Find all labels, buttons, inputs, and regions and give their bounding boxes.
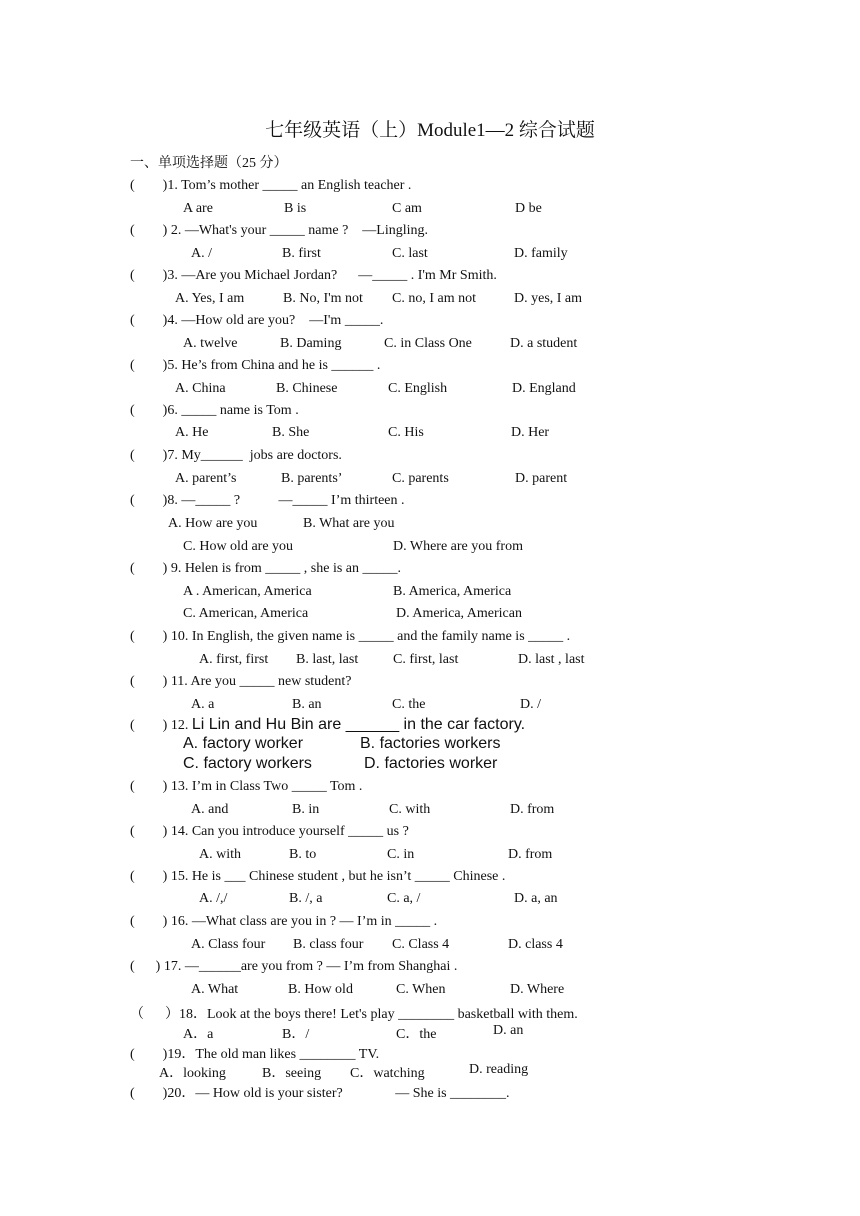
option-b: B. an (292, 697, 322, 712)
option-b: B. Daming (280, 336, 342, 351)
question-18: （ ）18．Look at the boys there! Let's play ________ basketball with them. (130, 1007, 578, 1022)
page-title: 七年级英语（上）Module1—2 综合试题 (265, 120, 595, 141)
option-c: C. a, / (387, 891, 421, 906)
option-d: D. an (493, 1023, 524, 1038)
option-a: A. /,/ (199, 891, 228, 906)
question-8: ( )8. —_____ ? —_____ I’m thirteen . (130, 493, 405, 508)
question-12-number: ( ) 12. (130, 718, 189, 733)
question-14: ( ) 14. Can you introduce yourself _____ us ? (130, 824, 409, 839)
question-9: ( ) 9. Helen is from _____ , she is an _____. (130, 561, 402, 576)
option-a: A. He (175, 425, 209, 440)
option-d: D be (515, 201, 542, 216)
question-4: ( )4. —How old are you? —I'm _____. (130, 313, 384, 328)
option-b: B. parents’ (281, 471, 343, 486)
option-b: B. America, America (393, 584, 512, 599)
section-heading: 一、单项选择题（25 分） (130, 156, 288, 171)
option-a: A．a (183, 1027, 214, 1042)
option-a: A．looking (159, 1066, 226, 1081)
option-c: C am (392, 201, 422, 216)
option-a: A. first, first (199, 652, 269, 667)
question-17: ( ) 17. —______are you from ? — I’m from Shanghai . (130, 959, 458, 974)
option-c: C. factory workers (183, 755, 312, 772)
option-d: D. / (520, 697, 541, 712)
option-c: C. parents (392, 471, 449, 486)
option-c: C. How old are you (183, 539, 294, 554)
option-b: B. in (292, 802, 320, 817)
option-c: C. in (387, 847, 415, 862)
question-19: ( )19．The old man likes ________ TV. (130, 1047, 380, 1062)
question-2: ( ) 2. —What's your _____ name ? —Lingling. (130, 223, 429, 238)
option-d: D. a student (510, 336, 578, 351)
option-a: A. with (199, 847, 241, 862)
option-a: A. How are you (168, 516, 258, 531)
question-5: ( )5. He’s from China and he is ______ . (130, 358, 381, 373)
option-c: C. English (388, 381, 448, 396)
option-d: D. a, an (514, 891, 558, 906)
option-c: C. American, America (183, 606, 309, 621)
option-c: C. the (392, 697, 426, 712)
option-c: C. Class 4 (392, 937, 450, 952)
option-b: B. What are you (303, 516, 395, 531)
option-d: D. family (514, 246, 568, 261)
question-11: ( ) 11. Are you _____ new student? (130, 674, 352, 689)
question-12-text: Li Lin and Hu Bin are ______ in the car factory. (191, 716, 526, 733)
option-c: C．watching (350, 1066, 425, 1081)
option-c: C. When (396, 982, 446, 997)
option-b: B. How old (288, 982, 353, 997)
option-c: C. last (392, 246, 428, 261)
option-d: D. yes, I am (514, 291, 583, 306)
option-c: C. in Class One (384, 336, 472, 351)
option-c: C．the (396, 1027, 437, 1042)
question-15: ( ) 15. He is ___ Chinese student , but he isn’t _____ Chinese . (130, 869, 506, 884)
option-d: D. from (508, 847, 553, 862)
question-12 (130, 716, 525, 734)
option-b: B．seeing (262, 1066, 322, 1081)
option-a: A. China (175, 381, 226, 396)
option-b: B is (284, 201, 307, 216)
option-b: B. /, a (289, 891, 323, 906)
option-b: B. Chinese (276, 381, 338, 396)
option-d: D. Where are you from (393, 539, 523, 554)
option-a: A. and (191, 802, 229, 817)
option-a: A. / (191, 246, 212, 261)
option-d: D. Her (511, 425, 550, 440)
option-d: D. class 4 (508, 937, 563, 952)
option-d: D. reading (469, 1062, 529, 1077)
option-b: B. to (289, 847, 317, 862)
option-b: B. No, I'm not (283, 291, 363, 306)
option-b: B．/ (282, 1027, 310, 1042)
question-3: ( )3. —Are you Michael Jordan? —_____ . I'm Mr Smith. (130, 268, 497, 283)
question-1: ( )1. Tom’s mother _____ an English teacher . (130, 178, 412, 193)
option-d: D. last , last (518, 652, 585, 667)
question-7: ( )7. My______ jobs are doctors. (130, 448, 342, 463)
option-a: A . American, America (183, 584, 312, 599)
option-c: C. with (389, 802, 431, 817)
option-a: A. a (191, 697, 215, 712)
option-b: B. factories workers (360, 735, 501, 752)
option-a: A. factory worker (183, 735, 304, 752)
option-a: A. parent’s (175, 471, 237, 486)
option-d: D. America, American (396, 606, 522, 621)
option-a: A. twelve (183, 336, 238, 351)
option-c: C. no, I am not (392, 291, 476, 306)
option-a: A. Class four (191, 937, 266, 952)
option-d: D. England (512, 381, 576, 396)
option-a: A. What (191, 982, 239, 997)
option-c: C. His (388, 425, 424, 440)
question-16: ( ) 16. —What class are you in ? — I’m in _____ . (130, 914, 438, 929)
option-b: B. last, last (296, 652, 359, 667)
option-b: B. She (272, 425, 310, 440)
question-6: ( )6. _____ name is Tom . (130, 403, 299, 418)
option-d: D. from (510, 802, 555, 817)
option-d: D. parent (515, 471, 568, 486)
option-c: C. first, last (393, 652, 459, 667)
question-13: ( ) 13. I’m in Class Two _____ Tom . (130, 779, 363, 794)
option-a: A are (183, 201, 213, 216)
option-b: B. first (282, 246, 321, 261)
option-b: B. class four (293, 937, 364, 952)
option-d: D. Where (510, 982, 565, 997)
question-20: ( )20．— How old is your sister? — She is ________. (130, 1086, 510, 1101)
question-10: ( ) 10. In English, the given name is _____ and the family name is _____ . (130, 629, 571, 644)
option-d: D. factories worker (364, 755, 498, 772)
option-a: A. Yes, I am (175, 291, 245, 306)
